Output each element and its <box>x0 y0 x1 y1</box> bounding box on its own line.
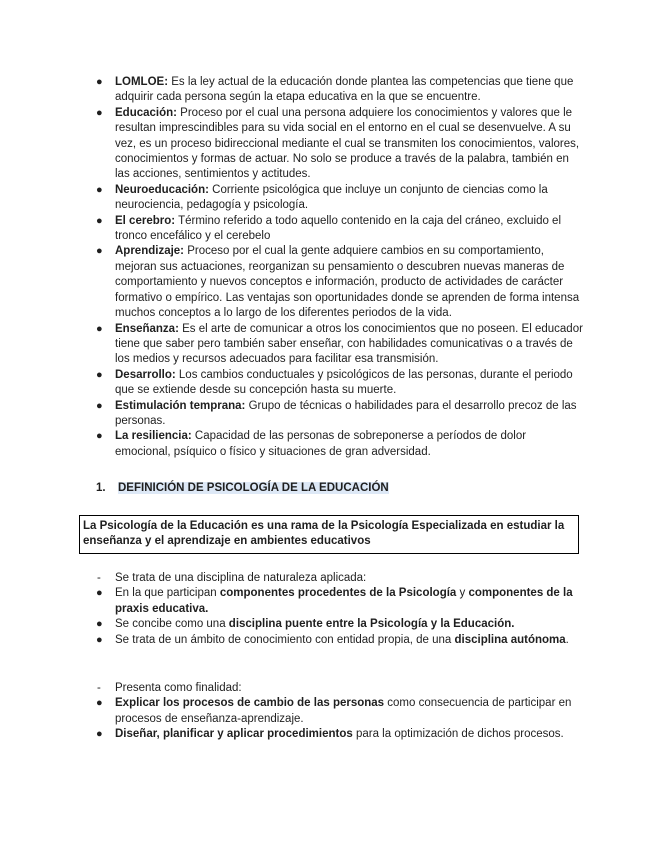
glossary-definition: Corriente psicológica que incluye un conjunto de ciencias como la neurociencia, pedagogía y psicología. <box>115 183 548 212</box>
item-bold-text: disciplina puente entre la Psicología y la Educación. <box>228 618 515 631</box>
item-bold-text: componentes procedentes de la Psicología <box>219 587 457 600</box>
purpose-list <box>0 681 655 743</box>
bullet-marker: ● <box>96 76 103 88</box>
section-number: 1. <box>96 482 106 494</box>
dash-marker: - <box>97 682 101 694</box>
glossary-item <box>0 429 655 460</box>
item-text: para la optimización de dichos procesos. <box>352 728 564 741</box>
item-text: como consecuencia de participar en procesos de enseñanza-aprendizaje. <box>115 697 572 725</box>
bullet-marker: ● <box>96 633 103 646</box>
glossary-term: LOMLOE: <box>115 76 169 88</box>
glossary-item <box>0 183 655 214</box>
glossary-term: Educación: <box>115 106 177 119</box>
glossary-definition: Grupo de técnicas o habilidades para el desarrollo precoz de las personas. <box>115 399 577 427</box>
bullet-marker: ● <box>96 214 103 227</box>
glossary-term: Enseñanza: <box>115 322 179 335</box>
section-heading <box>96 481 389 496</box>
glossary-definition: Proceso por el cual una persona adquiere los conocimientos y valores que le resultan imprescindibles para su vida social en el entorno en el cual se desenvuelve. A su vez, es un proceso bidireccional mediante el cual se transmiten los conocimientos, valores, conocimientos y formas de actuar. No solo se produce a través de la palabra, también en las acciones, sentimientos y actitudes. <box>115 106 580 181</box>
glossary-definition: Los cambios conductuales y psicológicos de las personas, durante el periodo que se extiende desde su concepción hasta su muerte. <box>115 368 573 397</box>
glossary-item <box>0 106 655 183</box>
glossary-item <box>0 368 655 399</box>
glossary-term: El cerebro: <box>115 214 176 227</box>
bullet-marker: ● <box>96 430 103 443</box>
dash-marker: - <box>97 572 101 584</box>
glossary-item <box>0 75 655 106</box>
list-item <box>0 633 655 648</box>
bullet-marker: ● <box>96 697 103 710</box>
glossary-definition: Término referido a todo aquello contenido en la caja del cráneo, excluido el tronco encefálico y el cerebelo <box>115 214 562 243</box>
glossary-term: Desarrollo: <box>115 368 176 381</box>
bullet-marker: ● <box>96 106 103 119</box>
item-text: Se trata de un ámbito de conocimiento con entidad propia, de una <box>115 633 455 646</box>
bullet-marker: ● <box>96 728 103 741</box>
characteristics-list <box>0 571 655 648</box>
section-title: DEFINICIÓN DE PSICOLOGÍA DE LA EDUCACIÓN <box>118 482 389 494</box>
list-intro <box>0 681 655 696</box>
glossary-term: La resiliencia: <box>115 430 192 443</box>
item-bold-text: componentes de la praxis educativa. <box>115 587 573 615</box>
glossary-definition: Capacidad de las personas de sobreponerse a períodos de dolor emocional, psíquico o físico y situaciones de gran adversidad. <box>115 430 527 458</box>
list-intro <box>0 571 655 586</box>
definition-box: La Psicología de la Educación es una rama de la Psicología Especializada en estudiar la enseñanza y el aprendizaje en ambientes educativos <box>79 515 579 554</box>
glossary-item <box>0 322 655 368</box>
bullet-marker: ● <box>96 322 103 335</box>
list-item <box>0 586 655 617</box>
list-item <box>0 617 655 632</box>
item-bold-text: Explicar los procesos de cambio de las personas <box>115 697 385 710</box>
glossary-term: Neuroeducación: <box>115 183 209 196</box>
item-text: En la que participan <box>115 587 220 600</box>
list-item <box>0 727 655 742</box>
list-intro-text: Se trata de una disciplina de naturaleza aplicada: <box>115 572 367 584</box>
bullet-marker: ● <box>96 183 103 196</box>
glossary-term: Aprendizaje: <box>115 245 185 258</box>
glossary-list <box>0 75 655 460</box>
item-text: . <box>565 633 569 646</box>
bullet-marker: ● <box>96 245 103 258</box>
item-text: Se concibe como una <box>115 618 229 631</box>
glossary-item <box>0 214 655 245</box>
glossary-item <box>0 244 655 321</box>
bullet-marker: ● <box>96 368 103 381</box>
glossary-term: Estimulación temprana: <box>115 399 246 412</box>
glossary-definition: Es la ley actual de la educación donde plantea las competencias que tiene que adquirir cada persona según la etapa educativa en la que se encuentre. <box>115 76 574 104</box>
item-bold-text: Diseñar, planificar y aplicar procedimientos <box>115 728 353 741</box>
list-intro-text: Presenta como finalidad: <box>115 682 242 694</box>
bullet-marker: ● <box>96 618 103 631</box>
glossary-definition: Proceso por el cual la gente adquiere cambios en su comportamiento, mejoran sus actuaciones, reorganizan su pensamiento o descubren nuevas maneras de comportamiento y nuevos conceptos e información, producto de actividades de carácter formativo o empírico. Las ventajas son oportunidades donde se aprenden de forma intensa muchos conceptos a lo largo de los diferentes periodos de la vida. <box>115 245 580 320</box>
item-bold-text: disciplina autónoma <box>454 633 566 646</box>
bullet-marker: ● <box>96 587 103 600</box>
glossary-item <box>0 399 655 430</box>
glossary-definition: Es el arte de comunicar a otros los conocimientos que no poseen. El educador tiene que saber pero también saber enseñar, con habilidades comunicativas o a través de los medios y recursos adecuados para facilitar esa transmisión. <box>115 322 583 366</box>
item-text: y <box>456 587 469 600</box>
bullet-marker: ● <box>96 399 103 412</box>
list-item <box>0 696 655 727</box>
